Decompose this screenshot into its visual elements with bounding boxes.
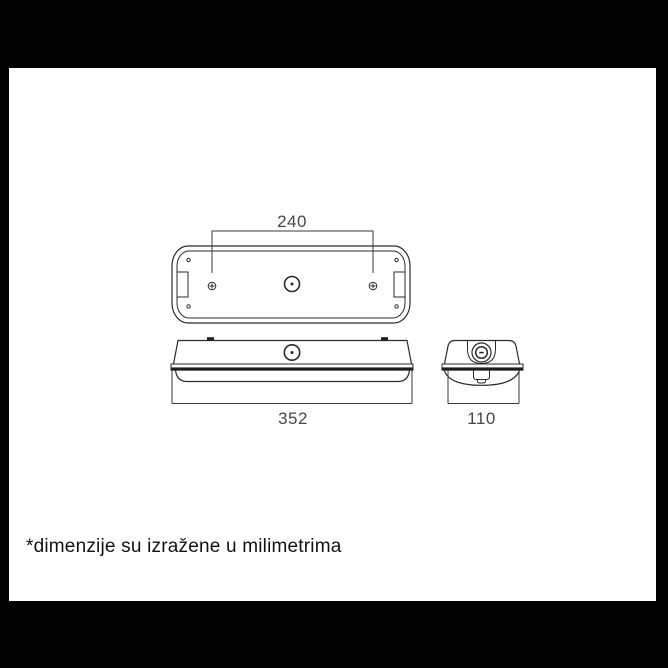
cable-entry-center-dot <box>291 351 294 354</box>
front-flange <box>171 364 413 370</box>
side-flange <box>442 364 523 370</box>
flange-bar <box>443 367 523 370</box>
dimensions-footnote: *dimenzije su izražene u milimetrima <box>26 536 342 557</box>
dimension-352-label: 352 <box>278 409 308 428</box>
flange-bar <box>172 367 413 370</box>
drawing-canvas <box>9 68 656 601</box>
gland-center-dash <box>479 352 483 354</box>
top-clip-left <box>207 337 214 340</box>
dimension-110-label: 110 <box>467 409 496 428</box>
dimension-240-label: 240 <box>277 212 307 231</box>
top-clip-right <box>381 337 388 340</box>
cable-entry-center-dot <box>291 283 294 286</box>
